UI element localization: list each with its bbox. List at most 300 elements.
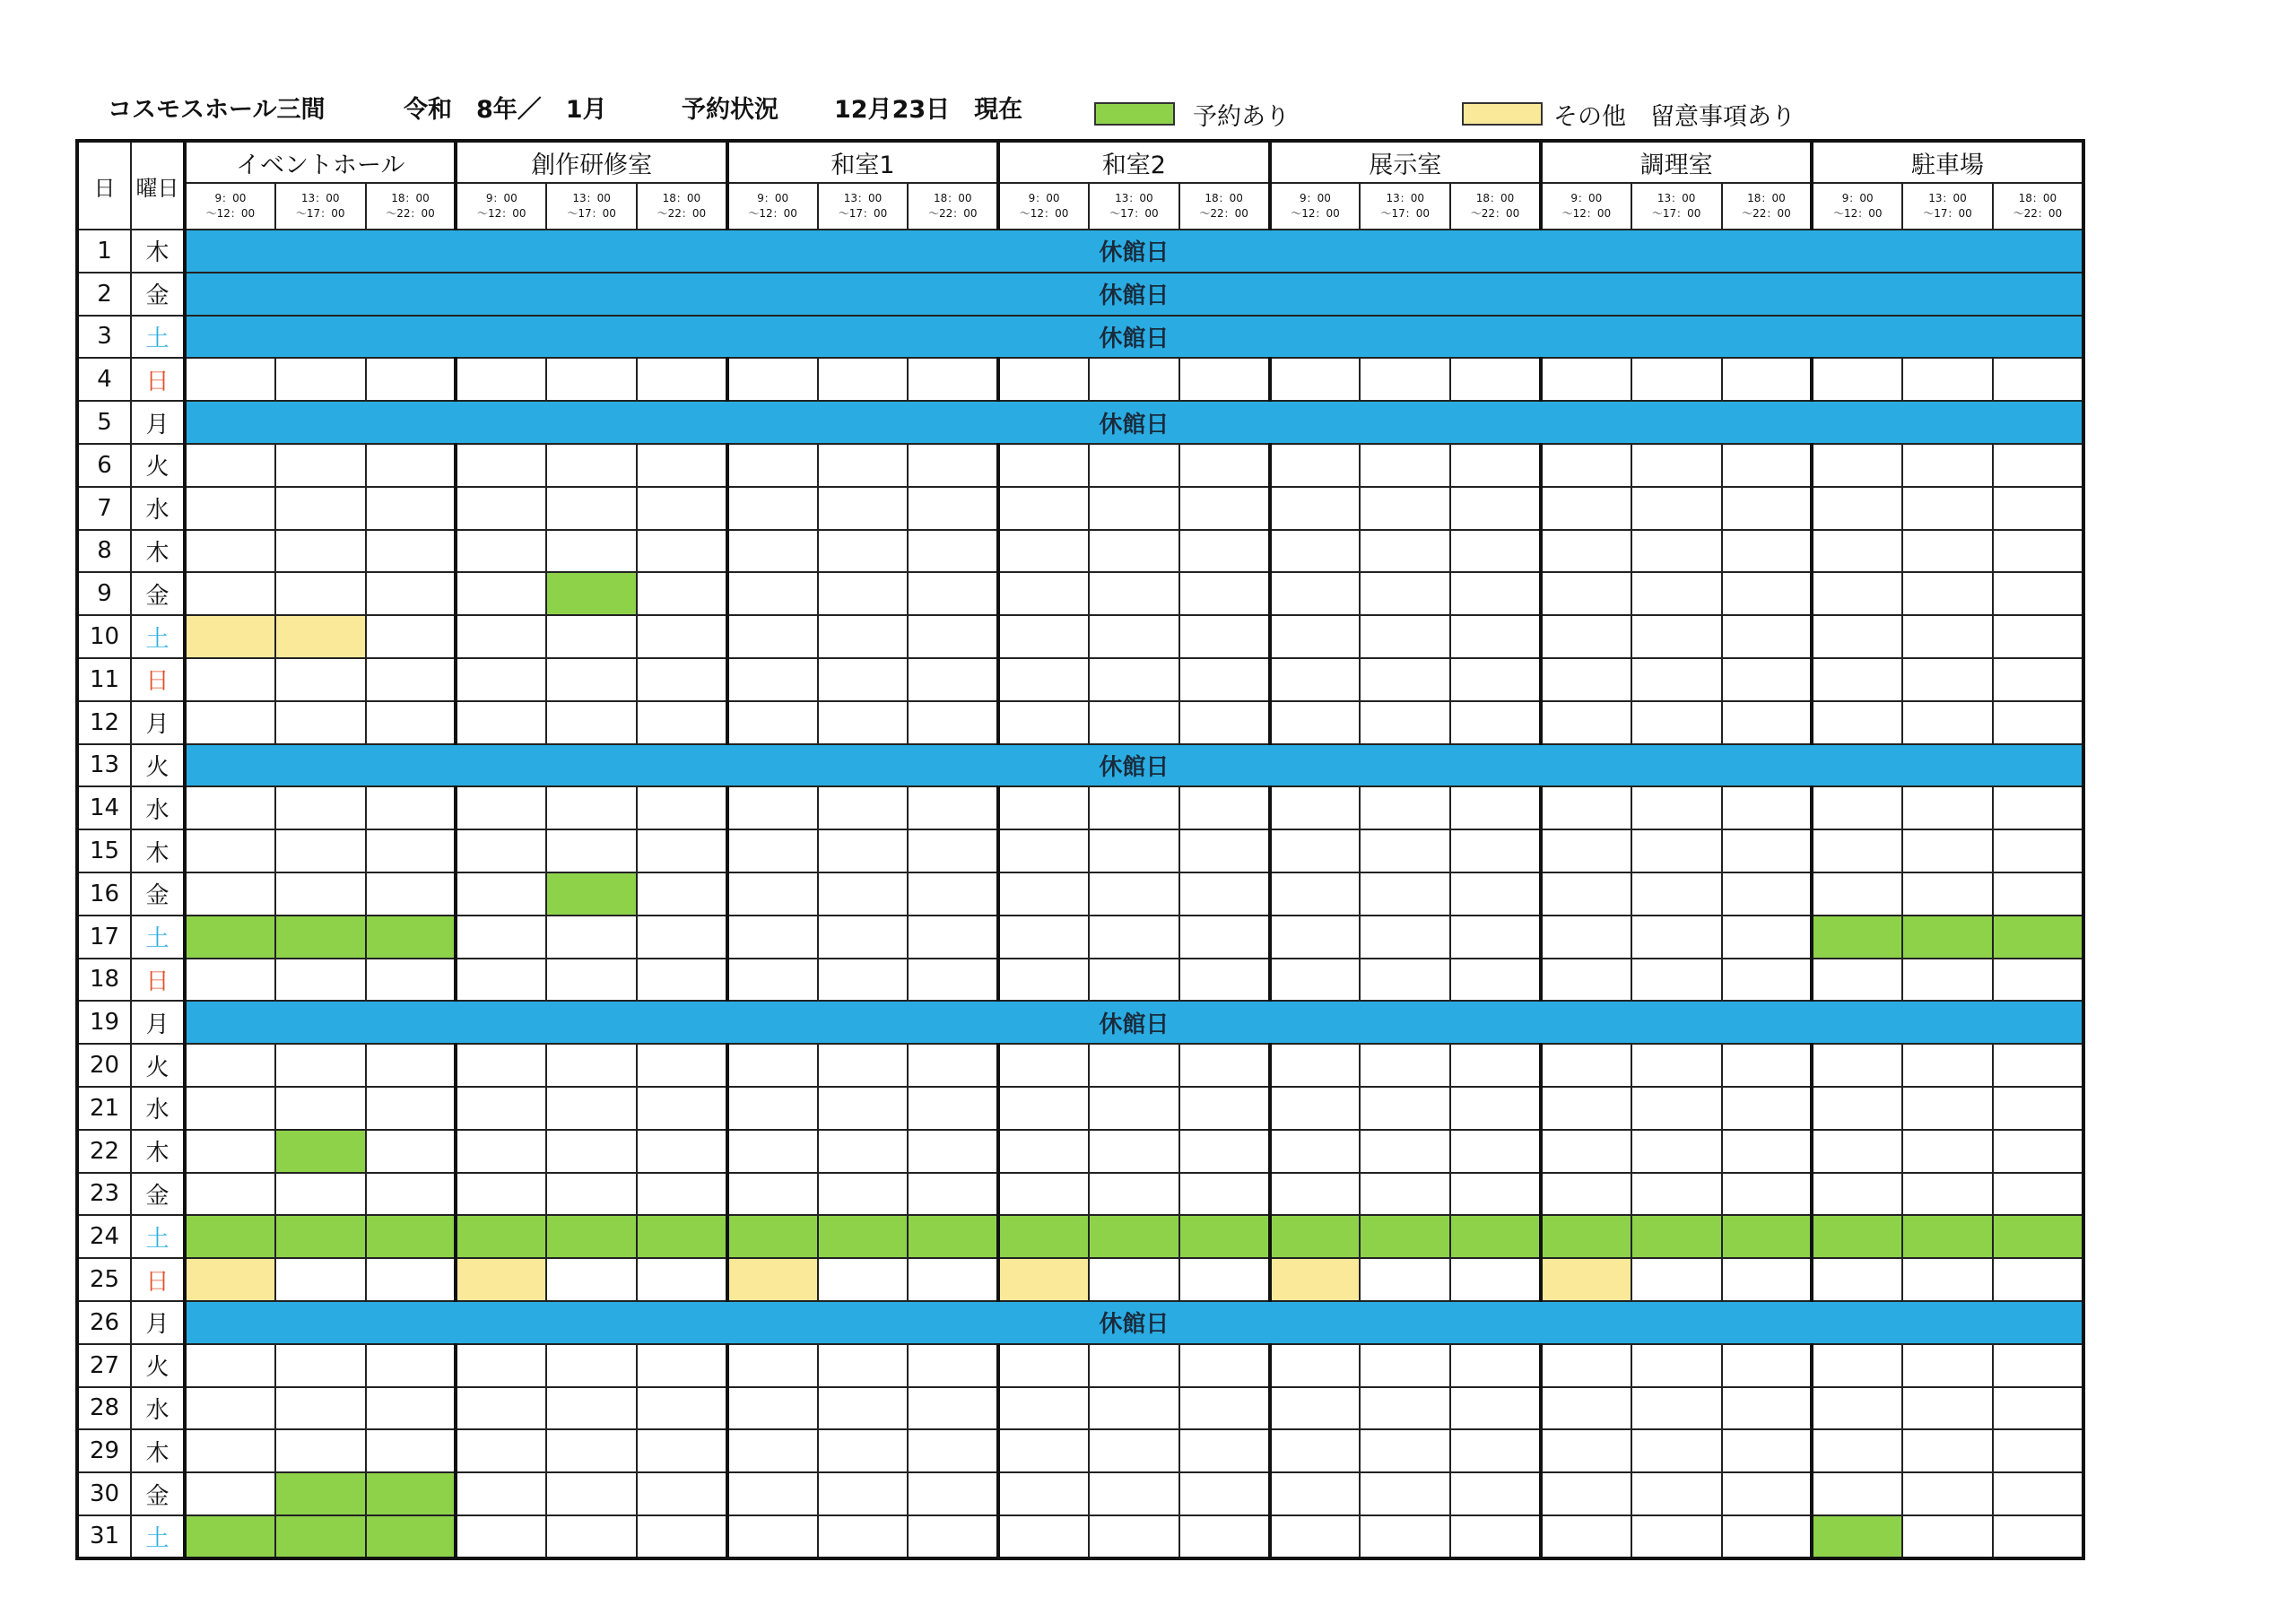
slot-cell[interactable] xyxy=(546,1429,637,1472)
slot-cell[interactable] xyxy=(1902,1258,1993,1301)
slot-cell[interactable] xyxy=(1631,1387,1722,1430)
slot-cell[interactable] xyxy=(1450,572,1541,615)
slot-cell[interactable] xyxy=(818,1044,909,1087)
slot-cell[interactable] xyxy=(1179,1173,1270,1216)
slot-cell-booked[interactable] xyxy=(1722,1215,1813,1258)
slot-cell[interactable] xyxy=(1450,1173,1541,1216)
slot-cell[interactable] xyxy=(637,1044,727,1087)
slot-cell-booked[interactable] xyxy=(366,1215,457,1258)
slot-cell[interactable] xyxy=(275,487,366,530)
slot-cell[interactable] xyxy=(1450,444,1541,487)
slot-cell[interactable] xyxy=(1722,572,1813,615)
slot-cell[interactable] xyxy=(1541,1087,1631,1130)
slot-cell[interactable] xyxy=(1631,1429,1722,1472)
slot-cell[interactable] xyxy=(456,572,546,615)
slot-cell[interactable] xyxy=(727,1344,818,1387)
slot-cell[interactable] xyxy=(1812,872,1902,916)
slot-cell[interactable] xyxy=(1179,1429,1270,1472)
slot-cell[interactable] xyxy=(1902,615,1993,658)
slot-cell[interactable] xyxy=(1089,487,1179,530)
slot-cell[interactable] xyxy=(456,701,546,744)
slot-cell[interactable] xyxy=(185,1130,275,1173)
slot-cell-booked[interactable] xyxy=(1270,1215,1361,1258)
slot-cell[interactable] xyxy=(366,872,457,916)
slot-cell[interactable] xyxy=(185,786,275,829)
slot-cell[interactable] xyxy=(727,872,818,916)
slot-cell[interactable] xyxy=(185,530,275,573)
slot-cell[interactable] xyxy=(1812,959,1902,1002)
slot-cell[interactable] xyxy=(1450,1344,1541,1387)
slot-cell[interactable] xyxy=(1631,872,1722,916)
slot-cell[interactable] xyxy=(366,1344,457,1387)
slot-cell[interactable] xyxy=(1722,530,1813,573)
slot-cell[interactable] xyxy=(727,786,818,829)
slot-cell[interactable] xyxy=(1812,1130,1902,1173)
slot-cell[interactable] xyxy=(1541,615,1631,658)
slot-cell-booked[interactable] xyxy=(366,916,457,959)
slot-cell[interactable] xyxy=(185,959,275,1002)
slot-cell[interactable] xyxy=(727,959,818,1002)
slot-cell[interactable] xyxy=(1631,1344,1722,1387)
slot-cell[interactable] xyxy=(1902,444,1993,487)
slot-cell[interactable] xyxy=(1270,358,1361,401)
slot-cell[interactable] xyxy=(546,1130,637,1173)
slot-cell-other[interactable] xyxy=(1541,1258,1631,1301)
slot-cell[interactable] xyxy=(366,959,457,1002)
slot-cell[interactable] xyxy=(908,572,998,615)
slot-cell[interactable] xyxy=(1179,444,1270,487)
slot-cell[interactable] xyxy=(1450,786,1541,829)
slot-cell-booked[interactable] xyxy=(1902,1215,1993,1258)
slot-cell[interactable] xyxy=(1631,615,1722,658)
slot-cell[interactable] xyxy=(1812,1087,1902,1130)
slot-cell[interactable] xyxy=(1902,1429,1993,1472)
slot-cell[interactable] xyxy=(1631,1087,1722,1130)
slot-cell[interactable] xyxy=(546,701,637,744)
slot-cell[interactable] xyxy=(1722,872,1813,916)
slot-cell[interactable] xyxy=(818,658,909,701)
slot-cell[interactable] xyxy=(1360,1044,1450,1087)
slot-cell[interactable] xyxy=(818,1429,909,1472)
slot-cell-booked[interactable] xyxy=(818,1215,909,1258)
slot-cell[interactable] xyxy=(275,358,366,401)
slot-cell-booked[interactable] xyxy=(1360,1215,1450,1258)
slot-cell[interactable] xyxy=(456,1087,546,1130)
slot-cell[interactable] xyxy=(908,1387,998,1430)
slot-cell[interactable] xyxy=(456,1044,546,1087)
slot-cell[interactable] xyxy=(1089,786,1179,829)
slot-cell[interactable] xyxy=(1902,487,1993,530)
slot-cell[interactable] xyxy=(998,1387,1089,1430)
slot-cell[interactable] xyxy=(998,786,1089,829)
slot-cell[interactable] xyxy=(1631,444,1722,487)
slot-cell[interactable] xyxy=(998,1515,1089,1558)
slot-cell[interactable] xyxy=(1089,658,1179,701)
slot-cell[interactable] xyxy=(998,829,1089,872)
slot-cell[interactable] xyxy=(637,658,727,701)
slot-cell[interactable] xyxy=(1179,829,1270,872)
slot-cell[interactable] xyxy=(185,1173,275,1216)
slot-cell[interactable] xyxy=(1179,572,1270,615)
slot-cell-booked[interactable] xyxy=(185,1515,275,1558)
slot-cell-other[interactable] xyxy=(1270,1258,1361,1301)
slot-cell[interactable] xyxy=(1722,1044,1813,1087)
slot-cell-booked[interactable] xyxy=(546,572,637,615)
slot-cell[interactable] xyxy=(1902,1173,1993,1216)
slot-cell[interactable] xyxy=(1450,1429,1541,1472)
slot-cell[interactable] xyxy=(1722,1087,1813,1130)
slot-cell[interactable] xyxy=(1089,829,1179,872)
slot-cell[interactable] xyxy=(1993,1173,2083,1216)
slot-cell[interactable] xyxy=(1902,530,1993,573)
slot-cell[interactable] xyxy=(275,829,366,872)
slot-cell-other[interactable] xyxy=(185,1258,275,1301)
slot-cell[interactable] xyxy=(1270,1087,1361,1130)
slot-cell[interactable] xyxy=(546,444,637,487)
slot-cell[interactable] xyxy=(1993,358,2083,401)
slot-cell[interactable] xyxy=(1360,1087,1450,1130)
slot-cell[interactable] xyxy=(185,1344,275,1387)
slot-cell[interactable] xyxy=(546,1044,637,1087)
slot-cell[interactable] xyxy=(1089,1344,1179,1387)
slot-cell[interactable] xyxy=(1993,872,2083,916)
slot-cell[interactable] xyxy=(1993,572,2083,615)
slot-cell[interactable] xyxy=(1993,1344,2083,1387)
slot-cell[interactable] xyxy=(1270,916,1361,959)
slot-cell[interactable] xyxy=(1812,1387,1902,1430)
slot-cell[interactable] xyxy=(275,444,366,487)
slot-cell-booked[interactable] xyxy=(1902,916,1993,959)
slot-cell[interactable] xyxy=(1812,701,1902,744)
slot-cell[interactable] xyxy=(275,1387,366,1430)
slot-cell[interactable] xyxy=(908,1429,998,1472)
slot-cell[interactable] xyxy=(1089,1429,1179,1472)
slot-cell[interactable] xyxy=(1993,1472,2083,1515)
slot-cell[interactable] xyxy=(637,1429,727,1472)
slot-cell[interactable] xyxy=(185,872,275,916)
slot-cell[interactable] xyxy=(1812,1173,1902,1216)
slot-cell[interactable] xyxy=(1541,872,1631,916)
slot-cell[interactable] xyxy=(1541,487,1631,530)
slot-cell[interactable] xyxy=(1270,1515,1361,1558)
slot-cell[interactable] xyxy=(727,530,818,573)
slot-cell[interactable] xyxy=(908,1344,998,1387)
slot-cell[interactable] xyxy=(908,1087,998,1130)
slot-cell[interactable] xyxy=(637,487,727,530)
slot-cell[interactable] xyxy=(1993,786,2083,829)
slot-cell[interactable] xyxy=(637,444,727,487)
slot-cell-booked[interactable] xyxy=(546,1215,637,1258)
slot-cell[interactable] xyxy=(1902,959,1993,1002)
slot-cell[interactable] xyxy=(818,487,909,530)
slot-cell[interactable] xyxy=(1541,1387,1631,1430)
slot-cell[interactable] xyxy=(1902,1130,1993,1173)
slot-cell[interactable] xyxy=(185,829,275,872)
slot-cell[interactable] xyxy=(1541,358,1631,401)
slot-cell[interactable] xyxy=(1360,872,1450,916)
slot-cell[interactable] xyxy=(1812,444,1902,487)
slot-cell[interactable] xyxy=(727,916,818,959)
slot-cell[interactable] xyxy=(1360,1387,1450,1430)
slot-cell[interactable] xyxy=(727,572,818,615)
slot-cell[interactable] xyxy=(1993,487,2083,530)
slot-cell[interactable] xyxy=(1902,786,1993,829)
slot-cell[interactable] xyxy=(727,1387,818,1430)
slot-cell[interactable] xyxy=(1089,959,1179,1002)
slot-cell[interactable] xyxy=(727,444,818,487)
slot-cell[interactable] xyxy=(185,358,275,401)
slot-cell[interactable] xyxy=(998,1472,1089,1515)
slot-cell[interactable] xyxy=(1631,701,1722,744)
slot-cell[interactable] xyxy=(908,1130,998,1173)
slot-cell[interactable] xyxy=(1631,1130,1722,1173)
slot-cell[interactable] xyxy=(1179,1130,1270,1173)
slot-cell[interactable] xyxy=(1089,1173,1179,1216)
slot-cell[interactable] xyxy=(1902,1044,1993,1087)
slot-cell[interactable] xyxy=(1993,1515,2083,1558)
slot-cell[interactable] xyxy=(1541,829,1631,872)
slot-cell[interactable] xyxy=(818,959,909,1002)
slot-cell[interactable] xyxy=(275,572,366,615)
slot-cell[interactable] xyxy=(1270,658,1361,701)
slot-cell[interactable] xyxy=(1270,530,1361,573)
slot-cell[interactable] xyxy=(1089,530,1179,573)
slot-cell[interactable] xyxy=(1270,615,1361,658)
slot-cell[interactable] xyxy=(275,701,366,744)
slot-cell[interactable] xyxy=(1722,829,1813,872)
slot-cell[interactable] xyxy=(1450,358,1541,401)
slot-cell[interactable] xyxy=(1270,1387,1361,1430)
slot-cell[interactable] xyxy=(1993,658,2083,701)
slot-cell[interactable] xyxy=(1631,1258,1722,1301)
slot-cell[interactable] xyxy=(1993,1387,2083,1430)
slot-cell[interactable] xyxy=(366,1387,457,1430)
slot-cell[interactable] xyxy=(1360,444,1450,487)
slot-cell[interactable] xyxy=(1089,1044,1179,1087)
slot-cell[interactable] xyxy=(637,701,727,744)
slot-cell[interactable] xyxy=(1541,572,1631,615)
slot-cell-booked[interactable] xyxy=(1812,1215,1902,1258)
slot-cell[interactable] xyxy=(1270,959,1361,1002)
slot-cell[interactable] xyxy=(1541,786,1631,829)
slot-cell[interactable] xyxy=(908,1472,998,1515)
slot-cell[interactable] xyxy=(1089,444,1179,487)
slot-cell[interactable] xyxy=(1179,1344,1270,1387)
slot-cell[interactable] xyxy=(546,358,637,401)
slot-cell[interactable] xyxy=(1722,358,1813,401)
slot-cell[interactable] xyxy=(546,530,637,573)
slot-cell[interactable] xyxy=(185,1429,275,1472)
slot-cell[interactable] xyxy=(1089,358,1179,401)
slot-cell[interactable] xyxy=(456,786,546,829)
slot-cell[interactable] xyxy=(637,872,727,916)
slot-cell[interactable] xyxy=(1993,1087,2083,1130)
slot-cell[interactable] xyxy=(637,1258,727,1301)
slot-cell[interactable] xyxy=(546,959,637,1002)
slot-cell[interactable] xyxy=(1993,1429,2083,1472)
slot-cell[interactable] xyxy=(1902,1472,1993,1515)
slot-cell[interactable] xyxy=(1270,1044,1361,1087)
slot-cell[interactable] xyxy=(637,959,727,1002)
slot-cell[interactable] xyxy=(275,658,366,701)
slot-cell-booked[interactable] xyxy=(546,872,637,916)
slot-cell[interactable] xyxy=(908,1173,998,1216)
slot-cell[interactable] xyxy=(366,701,457,744)
slot-cell[interactable] xyxy=(1722,786,1813,829)
slot-cell[interactable] xyxy=(366,1173,457,1216)
slot-cell[interactable] xyxy=(1722,959,1813,1002)
slot-cell-booked[interactable] xyxy=(456,1215,546,1258)
slot-cell[interactable] xyxy=(456,1515,546,1558)
slot-cell-booked[interactable] xyxy=(275,1472,366,1515)
slot-cell[interactable] xyxy=(637,1387,727,1430)
slot-cell[interactable] xyxy=(456,959,546,1002)
slot-cell[interactable] xyxy=(185,444,275,487)
slot-cell[interactable] xyxy=(818,530,909,573)
slot-cell[interactable] xyxy=(546,1515,637,1558)
slot-cell[interactable] xyxy=(546,1387,637,1430)
slot-cell[interactable] xyxy=(456,1472,546,1515)
slot-cell[interactable] xyxy=(1722,1130,1813,1173)
slot-cell[interactable] xyxy=(185,1044,275,1087)
slot-cell[interactable] xyxy=(1631,658,1722,701)
slot-cell-other[interactable] xyxy=(998,1258,1089,1301)
slot-cell[interactable] xyxy=(366,444,457,487)
slot-cell[interactable] xyxy=(1270,572,1361,615)
slot-cell[interactable] xyxy=(727,1130,818,1173)
slot-cell[interactable] xyxy=(456,615,546,658)
slot-cell[interactable] xyxy=(456,829,546,872)
slot-cell[interactable] xyxy=(1722,444,1813,487)
slot-cell[interactable] xyxy=(908,530,998,573)
slot-cell[interactable] xyxy=(1360,1258,1450,1301)
slot-cell[interactable] xyxy=(1089,701,1179,744)
slot-cell[interactable] xyxy=(1812,1472,1902,1515)
slot-cell[interactable] xyxy=(818,701,909,744)
slot-cell[interactable] xyxy=(637,530,727,573)
slot-cell[interactable] xyxy=(1450,1130,1541,1173)
slot-cell[interactable] xyxy=(1993,1258,2083,1301)
slot-cell[interactable] xyxy=(1541,959,1631,1002)
slot-cell[interactable] xyxy=(727,358,818,401)
slot-cell[interactable] xyxy=(1360,1173,1450,1216)
slot-cell[interactable] xyxy=(1179,1087,1270,1130)
slot-cell[interactable] xyxy=(1179,487,1270,530)
slot-cell[interactable] xyxy=(456,1130,546,1173)
slot-cell[interactable] xyxy=(1722,1173,1813,1216)
slot-cell[interactable] xyxy=(1089,1130,1179,1173)
slot-cell[interactable] xyxy=(1360,786,1450,829)
slot-cell[interactable] xyxy=(637,1472,727,1515)
slot-cell[interactable] xyxy=(1812,658,1902,701)
slot-cell-booked[interactable] xyxy=(275,1130,366,1173)
slot-cell[interactable] xyxy=(275,786,366,829)
slot-cell[interactable] xyxy=(908,615,998,658)
slot-cell[interactable] xyxy=(1541,916,1631,959)
slot-cell[interactable] xyxy=(1089,916,1179,959)
slot-cell[interactable] xyxy=(998,1044,1089,1087)
slot-cell[interactable] xyxy=(998,1087,1089,1130)
slot-cell[interactable] xyxy=(908,658,998,701)
slot-cell[interactable] xyxy=(1450,1087,1541,1130)
slot-cell-booked[interactable] xyxy=(1631,1215,1722,1258)
slot-cell[interactable] xyxy=(1360,1344,1450,1387)
slot-cell[interactable] xyxy=(908,358,998,401)
slot-cell-booked[interactable] xyxy=(185,916,275,959)
slot-cell[interactable] xyxy=(727,1429,818,1472)
slot-cell[interactable] xyxy=(818,358,909,401)
slot-cell[interactable] xyxy=(1722,487,1813,530)
slot-cell[interactable] xyxy=(1722,1472,1813,1515)
slot-cell[interactable] xyxy=(1902,658,1993,701)
slot-cell[interactable] xyxy=(456,872,546,916)
slot-cell[interactable] xyxy=(1902,872,1993,916)
slot-cell[interactable] xyxy=(1360,487,1450,530)
slot-cell-other[interactable] xyxy=(185,615,275,658)
slot-cell[interactable] xyxy=(1179,1515,1270,1558)
slot-cell[interactable] xyxy=(637,358,727,401)
slot-cell[interactable] xyxy=(727,658,818,701)
slot-cell[interactable] xyxy=(1631,1472,1722,1515)
slot-cell[interactable] xyxy=(1722,1429,1813,1472)
slot-cell[interactable] xyxy=(1270,1429,1361,1472)
slot-cell-booked[interactable] xyxy=(1450,1215,1541,1258)
slot-cell[interactable] xyxy=(1360,1130,1450,1173)
slot-cell[interactable] xyxy=(546,786,637,829)
slot-cell[interactable] xyxy=(818,1130,909,1173)
slot-cell[interactable] xyxy=(727,615,818,658)
slot-cell[interactable] xyxy=(1360,358,1450,401)
slot-cell[interactable] xyxy=(1722,658,1813,701)
slot-cell[interactable] xyxy=(1631,916,1722,959)
slot-cell[interactable] xyxy=(1722,1344,1813,1387)
slot-cell[interactable] xyxy=(1360,572,1450,615)
slot-cell-other[interactable] xyxy=(456,1258,546,1301)
slot-cell[interactable] xyxy=(546,1472,637,1515)
slot-cell[interactable] xyxy=(998,1130,1089,1173)
slot-cell[interactable] xyxy=(1089,1515,1179,1558)
slot-cell-booked[interactable] xyxy=(366,1472,457,1515)
slot-cell[interactable] xyxy=(818,1344,909,1387)
slot-cell[interactable] xyxy=(1270,1472,1361,1515)
slot-cell[interactable] xyxy=(637,572,727,615)
slot-cell[interactable] xyxy=(637,1130,727,1173)
slot-cell[interactable] xyxy=(1450,658,1541,701)
slot-cell[interactable] xyxy=(1812,615,1902,658)
slot-cell[interactable] xyxy=(1360,530,1450,573)
slot-cell[interactable] xyxy=(998,358,1089,401)
slot-cell[interactable] xyxy=(998,487,1089,530)
slot-cell[interactable] xyxy=(1270,872,1361,916)
slot-cell[interactable] xyxy=(456,487,546,530)
slot-cell[interactable] xyxy=(1631,1044,1722,1087)
slot-cell[interactable] xyxy=(366,572,457,615)
slot-cell-booked[interactable] xyxy=(366,1515,457,1558)
slot-cell[interactable] xyxy=(1902,1087,1993,1130)
slot-cell[interactable] xyxy=(1722,1387,1813,1430)
slot-cell[interactable] xyxy=(1631,530,1722,573)
slot-cell-booked[interactable] xyxy=(275,1515,366,1558)
slot-cell[interactable] xyxy=(1993,959,2083,1002)
slot-cell[interactable] xyxy=(185,572,275,615)
slot-cell[interactable] xyxy=(185,1087,275,1130)
slot-cell[interactable] xyxy=(546,487,637,530)
slot-cell[interactable] xyxy=(1993,829,2083,872)
slot-cell[interactable] xyxy=(818,444,909,487)
slot-cell[interactable] xyxy=(998,1429,1089,1472)
slot-cell[interactable] xyxy=(456,916,546,959)
slot-cell[interactable] xyxy=(908,1258,998,1301)
